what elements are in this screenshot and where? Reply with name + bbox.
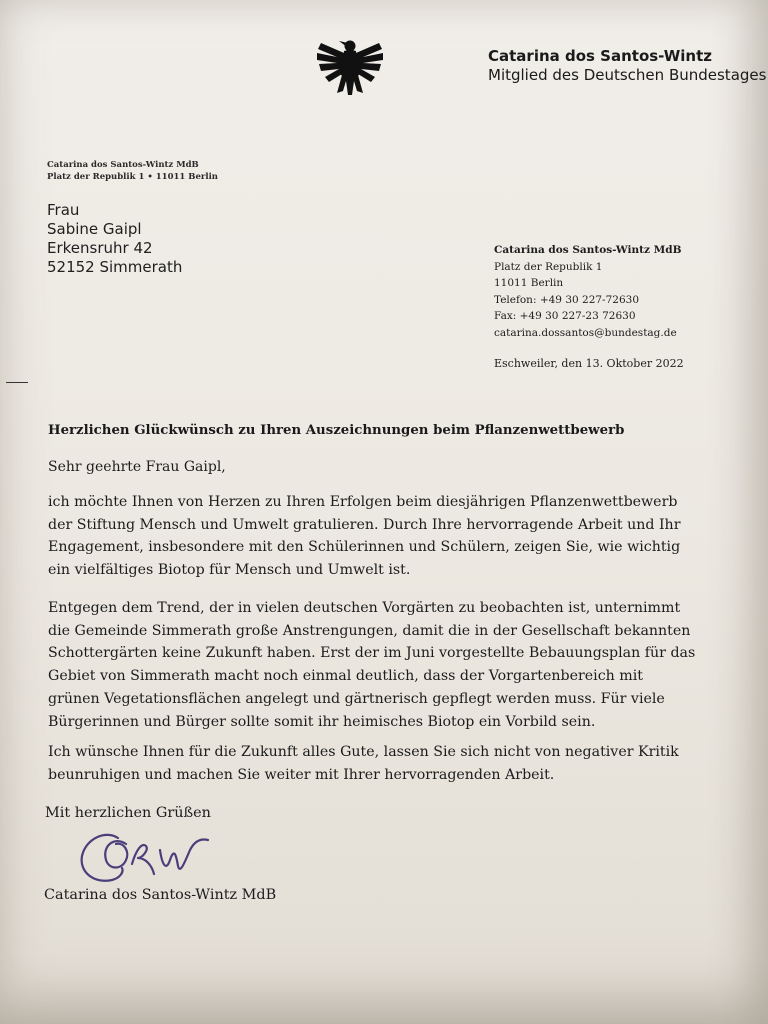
recipient-name: Sabine Gaipl	[47, 220, 142, 238]
fold-mark	[6, 382, 28, 383]
paragraph-line: der Stiftung Mensch und Umwelt gratulieren. Durch Ihre hervorragende Arbeit und Ihr	[48, 516, 681, 533]
paragraph-line: Entgegen dem Trend, der in vielen deutschen Vorgärten zu beobachten ist, unternimmt	[48, 600, 681, 616]
paragraph-3	[48, 741, 753, 786]
signature-stroke	[82, 835, 208, 881]
paragraph-line: grünen Vegetationsflächen angelegt und gärtnerisch gepflegt werden muss. Für viele	[48, 690, 665, 707]
letter-closing: Mit herzlichen Grüßen	[45, 805, 211, 821]
paragraph-line: ein vielfältiges Biotop für Mensch und Umwelt ist.	[48, 562, 411, 579]
letter-subject: Herzlichen Glückwünsch zu Ihren Auszeichnungen beim Pflanzenwettbewerb	[48, 423, 625, 438]
sender-contact-block	[494, 242, 681, 342]
paragraph-line: die Gemeinde Simmerath große Anstrengungen, damit die in der Gesellschaft bekannten	[48, 622, 691, 639]
sender-return-address	[47, 159, 218, 183]
recipient-salutation: Frau	[47, 201, 80, 219]
paragraph-1	[48, 491, 753, 582]
paragraph-2	[48, 597, 753, 733]
contact-fax: Fax: +49 30 227-23 72630	[494, 310, 636, 323]
header-name: Catarina dos Santos-Wintz	[488, 47, 713, 65]
sender-line-address: Platz der Republik 1 • 11011 Berlin	[47, 172, 218, 182]
header-role: Mitglied des Deutschen Bundestages	[488, 66, 767, 84]
bundestag-eagle-icon	[315, 37, 385, 97]
letter-salutation: Sehr geehrte Frau Gaipl,	[48, 459, 226, 475]
contact-email: catarina.dossantos@bundestag.de	[494, 326, 677, 339]
paragraph-line: Gebiet von Simmerath macht noch einmal deutlich, dass der Vorgartenbereich mit	[48, 668, 643, 685]
paragraph-line: ich möchte Ihnen von Herzen zu Ihren Erfolgen beim diesjährigen Pflanzenwettbewerb	[48, 494, 678, 510]
signer-name: Catarina dos Santos-Wintz MdB	[44, 887, 277, 903]
recipient-city: 52152 Simmerath	[47, 258, 183, 276]
letter-date: Eschweiler, den 13. Oktober 2022	[494, 357, 684, 370]
paragraph-line: beunruhigen und machen Sie weiter mit Ihrer hervorragenden Arbeit.	[48, 766, 555, 783]
paragraph-line: Schottergärten keine Zukunft haben. Erst der im Juni vorgestellte Bebauungsplan für das	[48, 645, 696, 662]
paragraph-line: Ich wünsche Ihnen für die Zukunft alles Gute, lassen Sie sich nicht von negativer Kritik	[48, 744, 679, 760]
paragraph-line: Engagement, insbesondere mit den Schülerinnen und Schülern, zeigen Sie, wie wichtig	[48, 539, 681, 556]
contact-phone: Telefon: +49 30 227-72630	[494, 293, 640, 306]
contact-name: Catarina dos Santos-Wintz MdB	[494, 244, 682, 256]
handwritten-signature	[76, 824, 236, 894]
recipient-street: Erkensruhr 42	[47, 239, 153, 257]
sender-line-name: Catarina dos Santos-Wintz MdB	[47, 160, 199, 170]
recipient-address	[47, 201, 182, 277]
contact-street: Platz der Republik 1	[494, 260, 603, 273]
paragraph-line: Bürgerinnen und Bürger sollte somit ihr heimisches Biotop ein Vorbild sein.	[48, 713, 596, 730]
contact-city: 11011 Berlin	[494, 277, 564, 290]
